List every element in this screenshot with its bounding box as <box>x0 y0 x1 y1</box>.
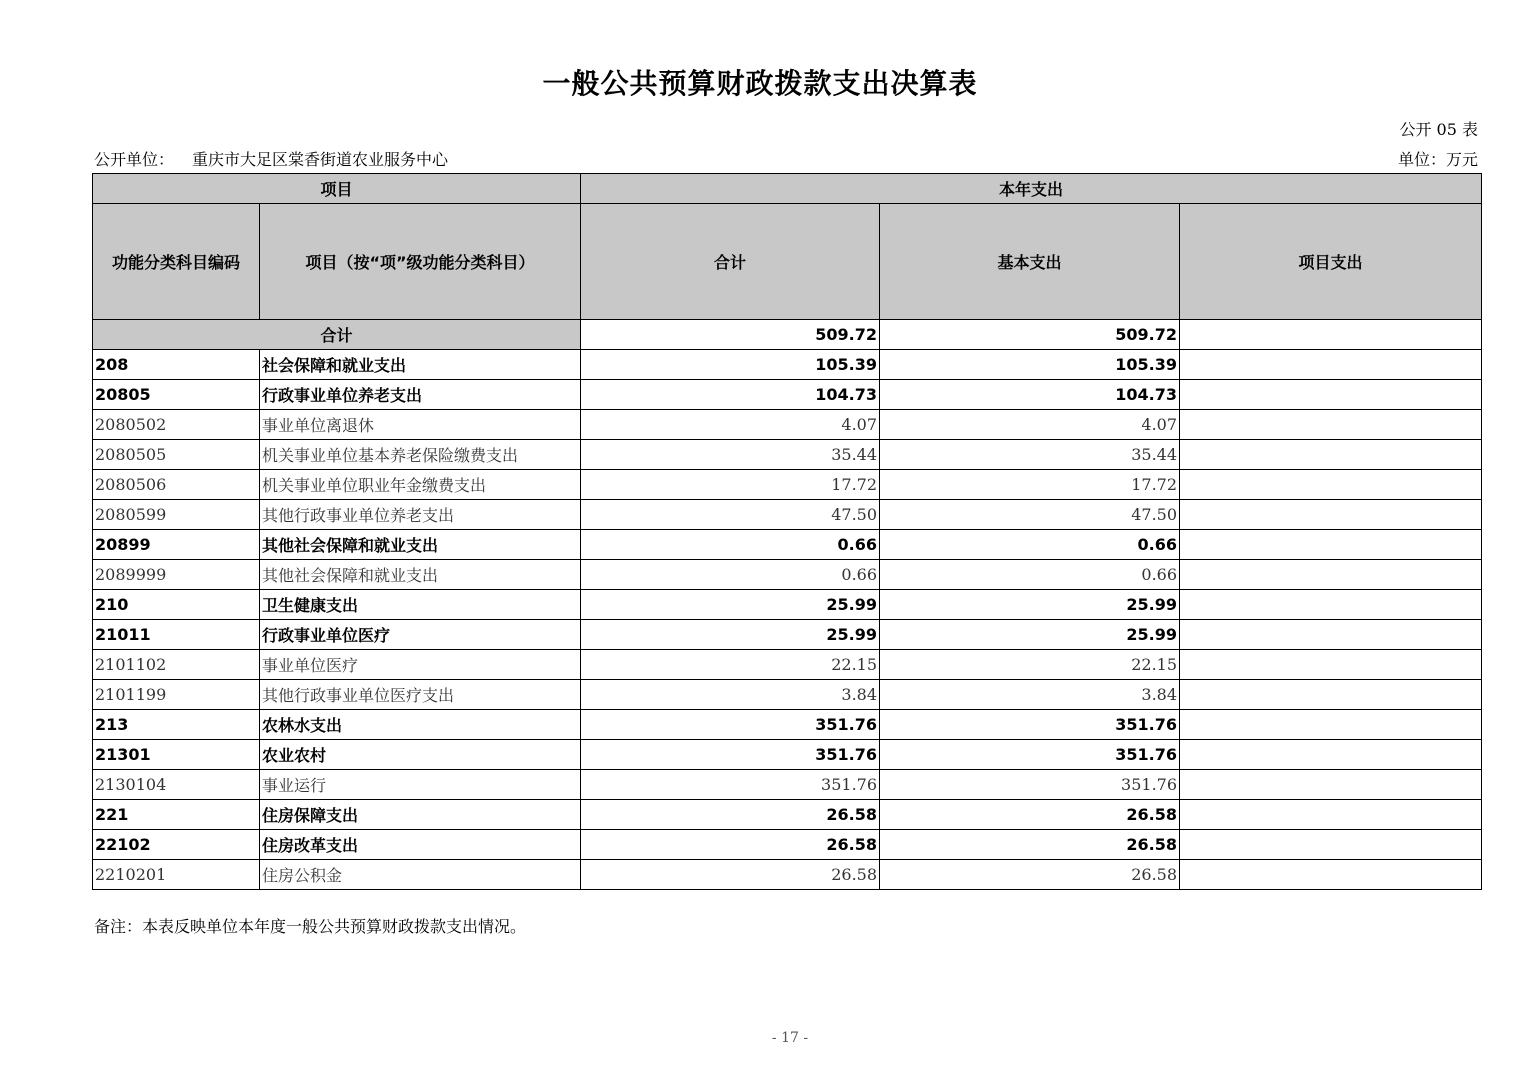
row-name: 事业运行 <box>260 770 581 800</box>
table-row <box>93 440 1482 470</box>
row-total: 35.44 <box>581 440 880 470</box>
header-item: 项目 <box>93 174 581 204</box>
row-total: 26.58 <box>581 830 880 860</box>
row-basic: 4.07 <box>880 410 1180 440</box>
row-name: 其他社会保障和就业支出 <box>260 530 581 560</box>
row-project <box>1180 530 1482 560</box>
row-basic: 351.76 <box>880 770 1180 800</box>
row-total: 351.76 <box>581 740 880 770</box>
row-basic: 35.44 <box>880 440 1180 470</box>
row-project <box>1180 680 1482 710</box>
reporting-unit-label: 公开单位： <box>94 150 175 169</box>
row-project <box>1180 590 1482 620</box>
row-total: 25.99 <box>581 590 880 620</box>
table-row <box>93 680 1482 710</box>
header-code: 功能分类科目编码 <box>93 204 260 320</box>
row-total: 26.58 <box>581 860 880 890</box>
row-code: 221 <box>93 800 260 830</box>
row-name: 社会保障和就业支出 <box>260 350 581 380</box>
table-row <box>93 350 1482 380</box>
form-number: 公开 05 表 <box>1399 120 1478 139</box>
total-row <box>93 320 1482 350</box>
page-number: - 17 - <box>771 1030 809 1046</box>
table-note: 备注：本表反映单位本年度一般公共预算财政拨款支出情况。 <box>94 917 527 936</box>
total-row-total: 509.72 <box>581 320 880 350</box>
total-row-basic: 509.72 <box>880 320 1180 350</box>
row-total: 47.50 <box>581 500 880 530</box>
row-basic: 17.72 <box>880 470 1180 500</box>
row-project <box>1180 800 1482 830</box>
row-total: 25.99 <box>581 620 880 650</box>
row-code: 2130104 <box>93 770 260 800</box>
row-total: 105.39 <box>581 350 880 380</box>
table-row <box>93 620 1482 650</box>
row-project <box>1180 440 1482 470</box>
header-project: 项目支出 <box>1180 204 1482 320</box>
table-row <box>93 530 1482 560</box>
row-project <box>1180 770 1482 800</box>
row-name: 行政事业单位养老支出 <box>260 380 581 410</box>
row-project <box>1180 860 1482 890</box>
row-basic: 0.66 <box>880 530 1180 560</box>
row-basic: 26.58 <box>880 800 1180 830</box>
row-name: 事业单位医疗 <box>260 650 581 680</box>
row-total: 4.07 <box>581 410 880 440</box>
row-project <box>1180 500 1482 530</box>
row-name: 机关事业单位职业年金缴费支出 <box>260 470 581 500</box>
total-row-project <box>1180 320 1482 350</box>
row-project <box>1180 830 1482 860</box>
row-name: 机关事业单位基本养老保险缴费支出 <box>260 440 581 470</box>
row-total: 3.84 <box>581 680 880 710</box>
organization-name: 重庆市大足区棠香街道农业服务中心 <box>192 150 449 169</box>
row-project <box>1180 560 1482 590</box>
row-basic: 105.39 <box>880 350 1180 380</box>
row-code: 21301 <box>93 740 260 770</box>
row-basic: 26.58 <box>880 830 1180 860</box>
table-row <box>93 500 1482 530</box>
table-row <box>93 800 1482 830</box>
reporting-unit <box>94 147 448 170</box>
header-basic: 基本支出 <box>880 204 1180 320</box>
row-total: 0.66 <box>581 530 880 560</box>
row-total: 104.73 <box>581 380 880 410</box>
row-basic: 351.76 <box>880 740 1180 770</box>
row-name: 住房保障支出 <box>260 800 581 830</box>
header-total: 合计 <box>581 204 880 320</box>
row-code: 210 <box>93 590 260 620</box>
row-basic: 351.76 <box>880 710 1180 740</box>
row-total: 351.76 <box>581 770 880 800</box>
table-row <box>93 560 1482 590</box>
table-row <box>93 740 1482 770</box>
currency-unit: 单位：万元 <box>1397 150 1478 169</box>
row-basic: 25.99 <box>880 590 1180 620</box>
table-row <box>93 590 1482 620</box>
row-basic: 104.73 <box>880 380 1180 410</box>
expenditure-table <box>92 173 1482 890</box>
row-name: 住房改革支出 <box>260 830 581 860</box>
row-name: 行政事业单位医疗 <box>260 620 581 650</box>
row-code: 22102 <box>93 830 260 860</box>
row-name: 其他社会保障和就业支出 <box>260 560 581 590</box>
row-project <box>1180 350 1482 380</box>
row-basic: 22.15 <box>880 650 1180 680</box>
row-total: 22.15 <box>581 650 880 680</box>
row-project <box>1180 650 1482 680</box>
row-project <box>1180 710 1482 740</box>
row-code: 2080502 <box>93 410 260 440</box>
table-row <box>93 710 1482 740</box>
header-row-2 <box>93 204 1482 320</box>
row-name: 其他行政事业单位医疗支出 <box>260 680 581 710</box>
row-basic: 3.84 <box>880 680 1180 710</box>
row-total: 17.72 <box>581 470 880 500</box>
row-code: 2101199 <box>93 680 260 710</box>
total-row-label: 合计 <box>93 320 581 350</box>
row-basic: 26.58 <box>880 860 1180 890</box>
row-project <box>1180 410 1482 440</box>
row-project <box>1180 740 1482 770</box>
row-code: 2210201 <box>93 860 260 890</box>
row-code: 2080505 <box>93 440 260 470</box>
header-current-year: 本年支出 <box>581 174 1482 204</box>
row-code: 2080599 <box>93 500 260 530</box>
row-name: 卫生健康支出 <box>260 590 581 620</box>
table-row <box>93 470 1482 500</box>
row-code: 20899 <box>93 530 260 560</box>
page-title: 一般公共预算财政拨款支出决算表 <box>542 67 978 100</box>
row-project <box>1180 470 1482 500</box>
table-row <box>93 830 1482 860</box>
table-row <box>93 410 1482 440</box>
row-total: 351.76 <box>581 710 880 740</box>
row-name: 其他行政事业单位养老支出 <box>260 500 581 530</box>
row-code: 20805 <box>93 380 260 410</box>
row-project <box>1180 620 1482 650</box>
row-total: 26.58 <box>581 800 880 830</box>
row-basic: 47.50 <box>880 500 1180 530</box>
row-name: 农林水支出 <box>260 710 581 740</box>
row-code: 2101102 <box>93 650 260 680</box>
table-row <box>93 770 1482 800</box>
row-code: 2080506 <box>93 470 260 500</box>
row-name: 住房公积金 <box>260 860 581 890</box>
row-code: 21011 <box>93 620 260 650</box>
table-row <box>93 860 1482 890</box>
row-total: 0.66 <box>581 560 880 590</box>
header-row-1 <box>93 174 1482 204</box>
row-basic: 0.66 <box>880 560 1180 590</box>
row-name: 事业单位离退休 <box>260 410 581 440</box>
table-row <box>93 380 1482 410</box>
row-code: 208 <box>93 350 260 380</box>
table-row <box>93 650 1482 680</box>
row-project <box>1180 380 1482 410</box>
row-code: 2089999 <box>93 560 260 590</box>
header-item-name: 项目（按“项”级功能分类科目） <box>260 204 581 320</box>
row-name: 农业农村 <box>260 740 581 770</box>
row-basic: 25.99 <box>880 620 1180 650</box>
row-code: 213 <box>93 710 260 740</box>
